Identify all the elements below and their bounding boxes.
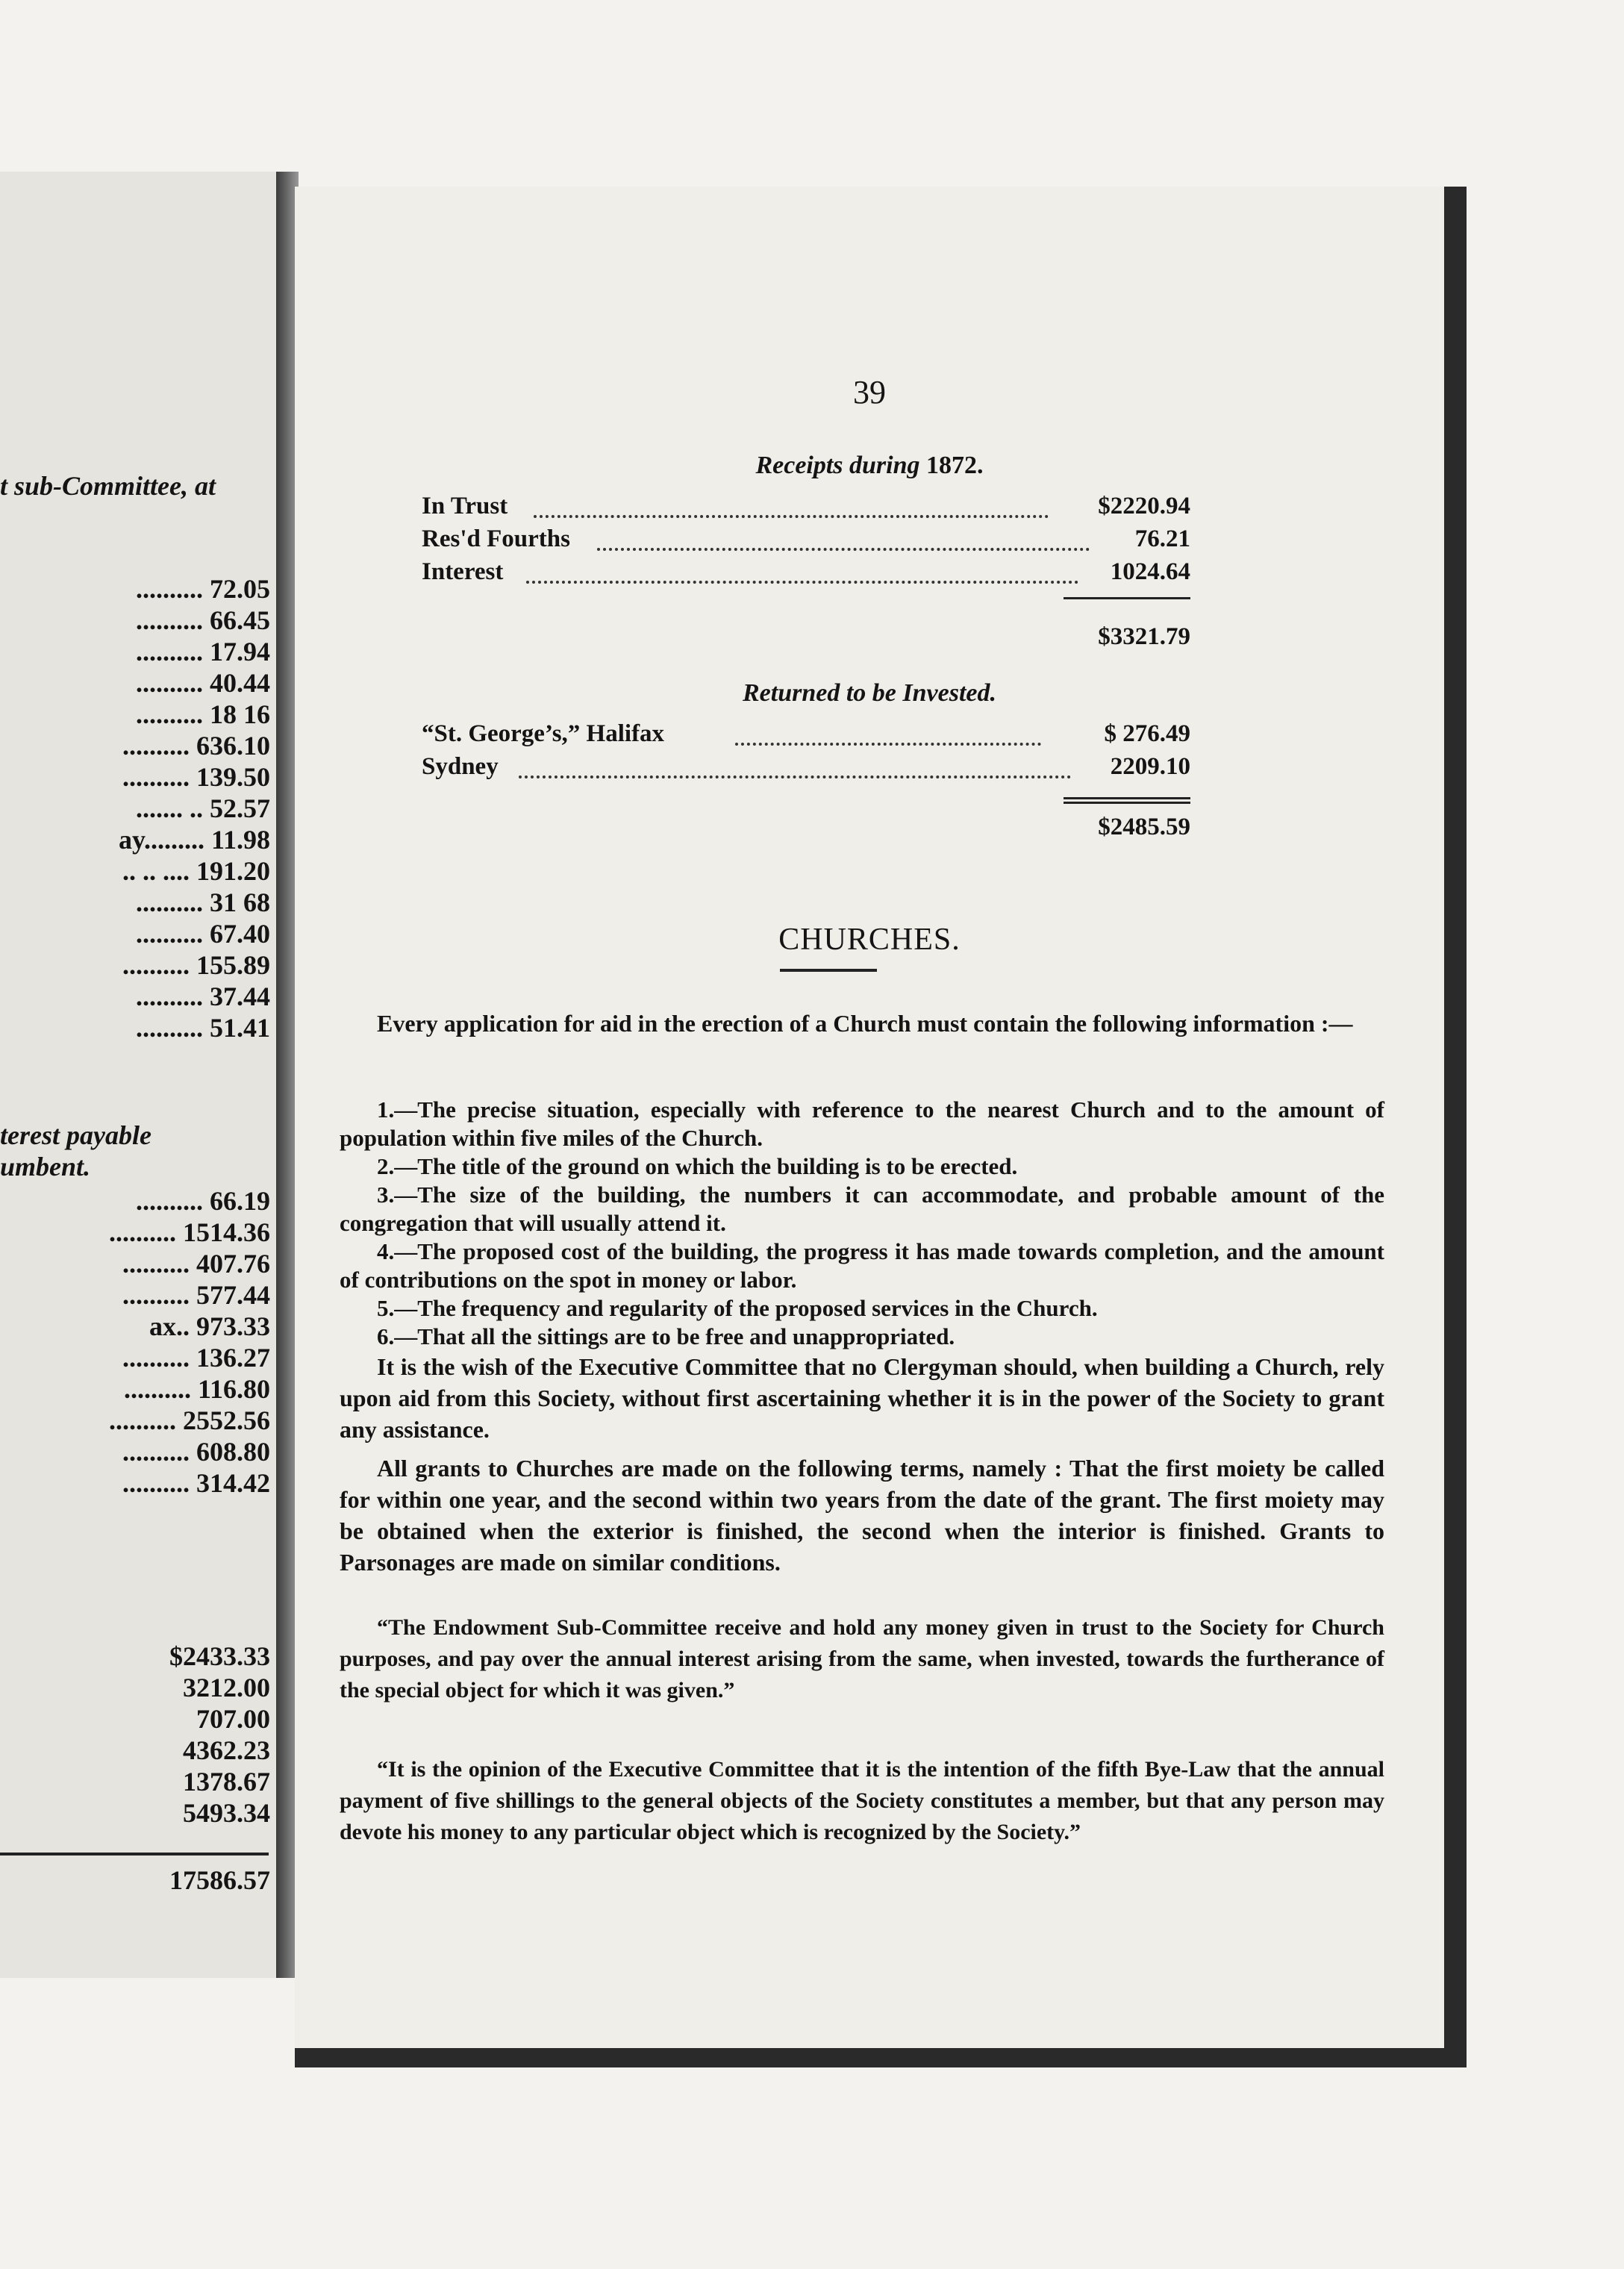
receipt-amount: $2220.94 xyxy=(1098,493,1190,519)
endowment-quote: “The Endowment Sub-Committee receive and hold any money given in trust to the Society for Church purposes, and pay over the annual interest arising from the same, when invested, towards the furtherance of the special object for which it was given.” xyxy=(340,1615,1384,1702)
dot-leader xyxy=(735,728,1041,746)
left-amount-leader: .......... xyxy=(122,1280,190,1310)
left-amount-line xyxy=(136,918,270,949)
returned-label: “St. George’s,” Halifax xyxy=(422,720,665,747)
left-amount-line: 1378.67 xyxy=(183,1767,270,1797)
left-amount-value: 37.44 xyxy=(210,981,270,1011)
dot-leader xyxy=(519,761,1071,778)
left-amount-line: $2433.33 xyxy=(169,1641,270,1671)
requirement-item: 6.—That all the sittings are to be free and unappropriated. xyxy=(377,1323,955,1349)
left-amount-leader: .......... xyxy=(109,1217,176,1247)
receipts-heading-label: Receipts during xyxy=(755,452,920,479)
left-amount-value: 116.80 xyxy=(197,1374,270,1404)
returned-amount: 2209.10 xyxy=(1110,753,1190,780)
left-amount-line xyxy=(122,855,270,887)
requirement-item: 1.—The precise situation, especially with reference to the nearest Church and to the amount of population within five miles of the Church. xyxy=(340,1096,1384,1151)
churches-rule xyxy=(780,969,877,972)
left-total-rule xyxy=(0,1853,269,1856)
left-amount-line xyxy=(136,981,270,1012)
left-amount-value: 52.57 xyxy=(210,793,270,823)
left-amount-line xyxy=(119,824,270,855)
returned-total-rule xyxy=(1064,797,1190,799)
left-amount-line xyxy=(136,573,270,605)
left-amount-line: 707.00 xyxy=(196,1704,270,1734)
churches-heading: CHURCHES. xyxy=(778,923,961,957)
left-interest-heading-2: umbent. xyxy=(0,1152,91,1182)
left-amount-value: 2552.56 xyxy=(183,1405,270,1435)
left-amount-leader: .......... xyxy=(136,1186,203,1216)
left-amount-line xyxy=(149,1311,270,1342)
left-amount-line xyxy=(136,636,270,667)
left-amount-value: 407.76 xyxy=(196,1249,270,1279)
left-amount-leader: .......... xyxy=(136,574,203,604)
left-amount-line xyxy=(122,1279,270,1311)
receipts-total: $3321.79 xyxy=(1098,623,1190,650)
receipts-heading-year: 1872. xyxy=(926,452,984,479)
receipt-amount: 76.21 xyxy=(1134,525,1190,552)
receipt-row xyxy=(422,525,1190,557)
receipt-amount: 1024.64 xyxy=(1110,558,1190,585)
left-amount-line xyxy=(136,605,270,636)
grants-paragraph: All grants to Churches are made on the following terms, namely : That the first moiety be called for within one year, and the second within two years from the date of the grant. The first moiety may be obtained when the exterior is finished, the second when the interior is finished. Grants to Parsonages are made on similar conditions. xyxy=(340,1455,1384,1576)
left-amount-line xyxy=(124,1373,270,1405)
left-amount-leader: .......... xyxy=(122,950,190,980)
left-amount-leader: .......... xyxy=(136,605,203,635)
left-amount-value: 66.45 xyxy=(210,605,270,635)
intro-paragraph: Every application for aid in the erection of a Church must contain the following information :— xyxy=(377,1010,1353,1037)
left-amount-line: 5493.34 xyxy=(183,1798,270,1828)
left-amount-value: 40.44 xyxy=(210,668,270,698)
returned-total: $2485.59 xyxy=(1098,814,1190,840)
left-amount-line xyxy=(122,949,270,981)
left-amount-value: 314.42 xyxy=(196,1468,270,1498)
requirement-item: 2.—The title of the ground on which the building is to be erected. xyxy=(377,1153,1018,1179)
returned-row xyxy=(422,753,1190,784)
left-amount-value: 155.89 xyxy=(196,950,270,980)
left-amount-value: 1514.36 xyxy=(183,1217,270,1247)
left-amount-value: 191.20 xyxy=(196,856,270,886)
left-amount-leader: .......... xyxy=(136,887,203,917)
left-amount-leader: ay......... xyxy=(118,825,204,855)
returned-label: Sydney xyxy=(422,753,499,780)
left-amount-line xyxy=(136,1012,270,1043)
left-amount-leader: .......... xyxy=(109,1405,176,1435)
left-amount-line xyxy=(136,667,270,699)
left-amount-value: 66.19 xyxy=(210,1186,270,1216)
left-amount-leader: .......... xyxy=(122,1249,190,1279)
receipt-label: In Trust xyxy=(422,493,508,519)
left-amount-value: 608.80 xyxy=(196,1437,270,1467)
left-amount-value: 31 68 xyxy=(210,887,270,917)
dot-leader xyxy=(526,566,1078,584)
left-amount-line xyxy=(122,1436,270,1467)
left-amount-value: 973.33 xyxy=(196,1311,270,1341)
receipt-row xyxy=(422,493,1190,524)
left-amount-leader: .......... xyxy=(136,637,203,667)
left-grand-total: 17586.57 xyxy=(169,1865,270,1895)
left-amount-value: 577.44 xyxy=(196,1280,270,1310)
left-amount-line xyxy=(122,1342,270,1373)
left-amount-line xyxy=(122,730,270,761)
receipts-heading xyxy=(295,452,1444,480)
left-amount-value: 18 16 xyxy=(210,699,270,729)
left-amount-leader: .......... xyxy=(136,1013,203,1043)
left-amount-leader: ....... .. xyxy=(136,793,203,823)
left-amount-leader: .......... xyxy=(122,731,190,761)
returned-row xyxy=(422,720,1190,752)
left-amount-line xyxy=(136,699,270,730)
left-amount-leader: .......... xyxy=(136,699,203,729)
receipt-row xyxy=(422,558,1190,590)
dot-leader xyxy=(534,500,1049,518)
wish-paragraph: It is the wish of the Executive Committee that no Clergyman should, when building a Church, rely upon aid from this Society, without first ascertaining whether it is in the power of the Society to grant any assistance. xyxy=(340,1353,1384,1443)
left-amount-leader: .......... xyxy=(136,981,203,1011)
left-amount-value: 636.10 xyxy=(196,731,270,761)
opinion-quote: “It is the opinion of the Executive Committee that it is the intention of the fifth Bye-Law that the annual payment of five shillings to the general objects of the Society constitutes a member, but that any person may devote his money to any particular object which is recognized by the Society.” xyxy=(340,1757,1384,1844)
receipt-label: Res'd Fourths xyxy=(422,525,570,552)
left-amount-value: 11.98 xyxy=(210,825,270,855)
left-amount-line: 3212.00 xyxy=(183,1673,270,1702)
right-page xyxy=(295,187,1467,2067)
left-heading-fragment: t sub-Committee, at xyxy=(0,471,216,501)
left-amount-leader: .......... xyxy=(136,919,203,949)
page-number: 39 xyxy=(853,374,886,411)
returned-amount: $ 276.49 xyxy=(1104,720,1190,747)
left-amount-line xyxy=(109,1405,270,1436)
left-amount-leader: .......... xyxy=(136,668,203,698)
left-amount-line xyxy=(122,1248,270,1279)
left-amount-line: 4362.23 xyxy=(183,1735,270,1765)
left-amount-line xyxy=(136,887,270,918)
receipts-total-rule xyxy=(1064,597,1190,599)
left-amount-leader: .......... xyxy=(122,762,190,792)
left-amount-value: 51.41 xyxy=(210,1013,270,1043)
left-amount-leader: .. .. .... xyxy=(122,856,190,886)
requirement-item: 5.—The frequency and regularity of the proposed services in the Church. xyxy=(377,1295,1098,1321)
left-amount-leader: ax.. xyxy=(149,1311,190,1341)
left-amount-leader: .......... xyxy=(122,1437,190,1467)
left-amount-value: 17.94 xyxy=(210,637,270,667)
receipt-label: Interest xyxy=(422,558,504,585)
left-amount-leader: .......... xyxy=(122,1343,190,1373)
left-amount-leader: .......... xyxy=(122,1468,190,1498)
left-page-fragment xyxy=(0,172,281,1978)
requirement-item: 3.—The size of the building, the numbers it can accommodate, and probable amount of the congregation that will usually attend it. xyxy=(340,1182,1384,1236)
left-amount-value: 67.40 xyxy=(210,919,270,949)
returned-heading: Returned to be Invested. xyxy=(743,679,996,707)
left-amount-line xyxy=(122,1467,270,1499)
left-amount-line xyxy=(109,1217,270,1248)
left-amount-leader: .......... xyxy=(123,1374,191,1404)
left-amount-value: 72.05 xyxy=(210,574,270,604)
dot-leader xyxy=(597,533,1090,551)
left-amount-value: 139.50 xyxy=(196,762,270,792)
left-amount-line xyxy=(136,1185,270,1217)
left-interest-heading-1: terest payable xyxy=(0,1120,152,1150)
requirement-item: 4.—The proposed cost of the building, the progress it has made towards completion, and the amount of contributions on the spot in money or labor. xyxy=(340,1238,1384,1293)
left-amount-value: 136.27 xyxy=(196,1343,270,1373)
left-amount-line xyxy=(136,793,270,824)
left-amount-line xyxy=(122,761,270,793)
returned-total-rule-double xyxy=(1064,802,1190,804)
